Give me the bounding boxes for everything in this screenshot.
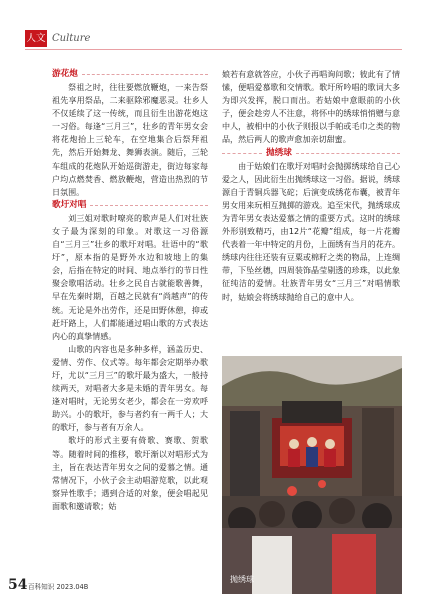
paragraph: 刘三姐对歌时嘹亮的歌声是人们对壮族女子最为深刻的印象。对歌这一习俗源自“三月三”壮乡的歌圩对唱。壮语中的“歌圩”，原本指的是野外水边和坡地上的集会，后指在特定的时间、地点举行的节日性聚会歌唱活动。壮乡之民自古就能歌善舞，早在先秦时期，百越之民就有“尚越声”的传统。无论是外出劳作，还是田野休憩，抑或赶圩路上，人们都能通过唱山歌的方式表达内心的真挚情感。	[52, 213, 208, 341]
header-rule	[25, 49, 402, 50]
page-number: 54	[8, 577, 28, 593]
right-column	[222, 68, 400, 304]
photo-caption: 抛绣球	[230, 575, 254, 584]
heading-you-huapao: 游花炮	[52, 68, 208, 81]
magazine-issue: 百科知识 2023.04B	[28, 583, 89, 591]
paragraph: 山歌的内容也是多种多样，涵盖历史、爱情、劳作、仪式等。每年都会定期举办歌圩，尤以“三月三”的歌圩最为盛大，一般持续两天，对唱者大多是未婚的青年男女。每逢对唱时，无论男女老少，都会在一旁欢呼助兴。小的歌圩，参与者约有一两千人；大的歌圩，参与者有万余人。	[52, 344, 208, 433]
section-header	[0, 30, 427, 48]
paragraph: 歌圩的形式主要有倚歌、赛歌、贺歌等。随着时间的推移，歌圩渐以对唱形式为主，旨在表达青年男女之间的爱慕之情。通常情况下，小伙子会主动唱游览歌，以此观察异性歌手；遇到合适的对象，便会唱起见面歌和邀请歌；姑	[52, 436, 208, 511]
section-label-en: Culture	[52, 33, 91, 44]
section-label: 人文	[25, 30, 47, 47]
heading-gexu-duichang: 歌圩对唱	[52, 199, 208, 212]
festival-photo	[222, 356, 402, 594]
left-column	[52, 68, 208, 513]
paragraph: 由于姑娘们在歌圩对唱时会抛掷绣球给自己心爱之人，因此衍生出抛绣球这一习俗。据说，绣球源自于青铜兵器飞砣；后演变成绣花布囊，被青年男女用来玩相互抛掷的游戏。追至宋代，抛绣球成为青年男女表达爱慕之情的重要方式。这时的绣球外形别致精巧，由12片“花瓣”组成，每一片花瓣代表着一年中特定的月份，上面绣有当月的花卉。绣球内往往还装有豆粟或棉籽之类的物品，上连绸带，下坠丝穗，四周装饰晶莹剔透的珍珠，以此象征纯洁的爱情。壮族青年男女“三月三”对唱情歌时，姑娘会将绣球抛给自己的意中人。	[222, 161, 400, 302]
paragraph: 娘若有意就答应，小伙子再唱询问歌；彼此有了情愫，便唱爱慕歌和交情歌。歌圩所吟唱的歌词大多为即兴发挥，脱口而出。若姑娘中意眼前的小伙子，便会趁旁人不注意，将怀中的绣球悄悄赠与意中人，被相中的小伙子则报以手帕或毛巾之类的物品，然后两人的歌声愈加亲切甜蜜。	[222, 70, 400, 145]
heading-pao-xiuqiu: 抛绣球	[222, 147, 400, 160]
photo-illustration	[222, 356, 402, 594]
paragraph: 祭祖之时，往往要燃放鞭炮，一来告祭祖先享用祭品，二来驱除邪魔恶灵。壮乡人不仅延续了这一传统，而且衍生出游花炮这一习俗。每逢“三月三”，壮乡的青年男女会将花炮抬上三轮车，在空地集合后祭拜祖先，然后开始舞龙、舞狮表演。随后，三轮车组成的花炮队开始巡街游走，街边每家每户均点燃焚香、燃放鞭炮，营造出热烈的节日氛围。	[52, 83, 208, 197]
